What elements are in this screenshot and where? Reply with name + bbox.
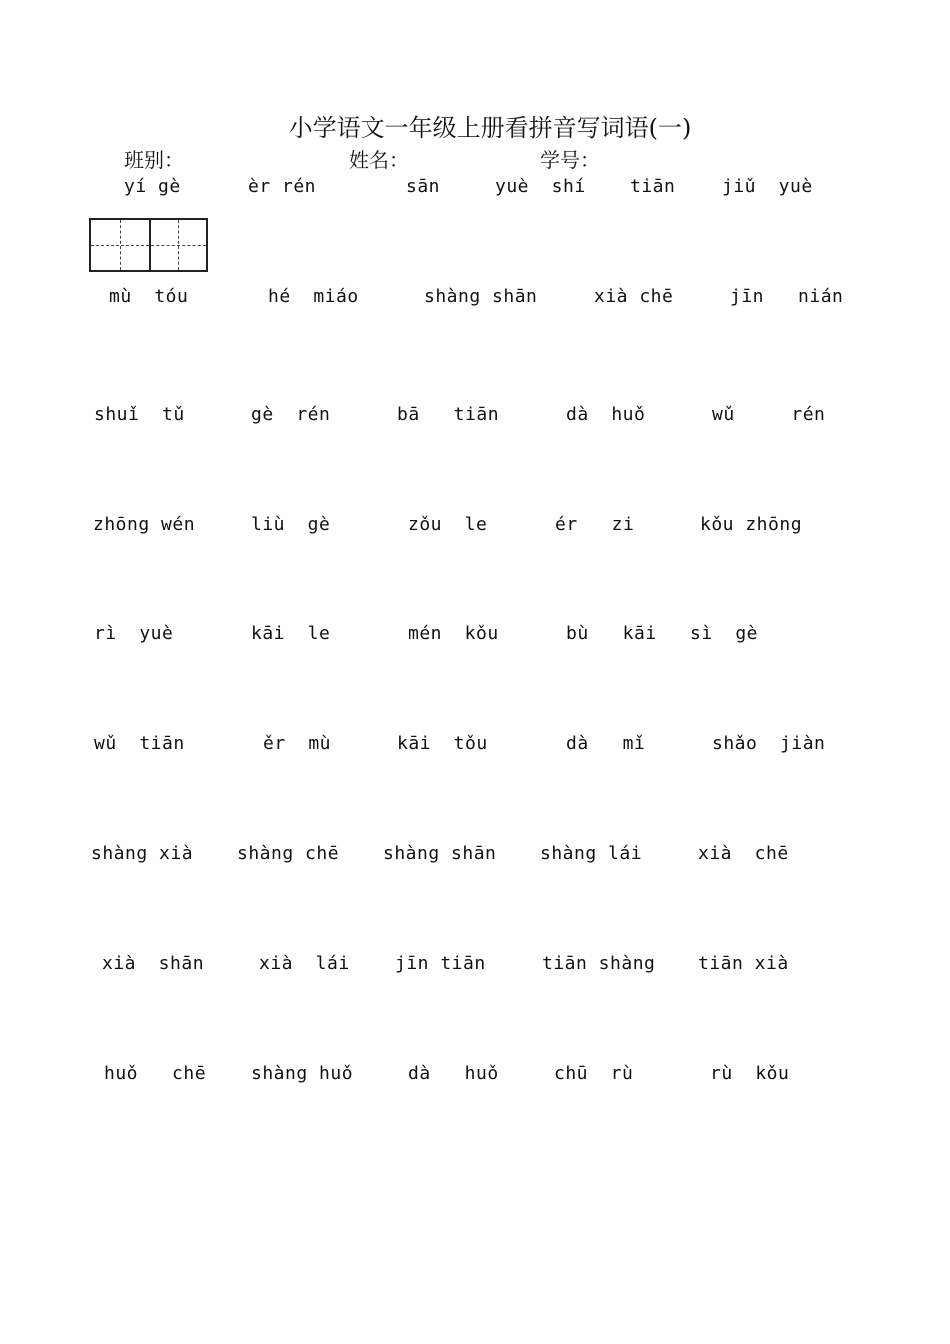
class-label: 班别： <box>124 148 184 172</box>
pinyin-word: kǒu zhōng <box>700 514 803 535</box>
pinyin-word: tiān xià <box>698 953 789 974</box>
pinyin-word: sān <box>406 176 441 197</box>
worksheet-title: 小学语文一年级上册看拼音写词语(一) <box>288 114 692 142</box>
grid-cell <box>91 220 149 270</box>
pinyin-word: dà huǒ <box>408 1063 499 1084</box>
name-label: 姓名： <box>349 148 409 172</box>
pinyin-word: hé miáo <box>268 286 359 307</box>
pinyin-word: xià chē <box>698 843 789 864</box>
pinyin-word: dà huǒ <box>566 404 646 425</box>
pinyin-word: zǒu le <box>408 514 488 535</box>
pinyin-word: mén kǒu <box>408 623 499 644</box>
pinyin-word: xià chē <box>594 286 674 307</box>
pinyin-word: wǔ rén <box>712 404 826 425</box>
pinyin-word: yí gè <box>124 176 181 197</box>
pinyin-word: sì gè <box>690 623 759 644</box>
pinyin-word: huǒ chē <box>104 1063 207 1084</box>
pinyin-word: shàng chē <box>237 843 340 864</box>
pinyin-word: èr rén <box>248 176 317 197</box>
pinyin-word: xià shān <box>102 953 205 974</box>
pinyin-word: bā tiān <box>397 404 500 425</box>
pinyin-word: yuè shí <box>495 176 586 197</box>
grid-cell <box>149 220 207 270</box>
pinyin-word: jīn nián <box>730 286 844 307</box>
pinyin-word: jiǔ yuè <box>722 176 813 197</box>
pinyin-word: bù kāi <box>566 623 657 644</box>
pinyin-word: zhōng wén <box>93 514 196 535</box>
pinyin-word: shǎo jiàn <box>712 733 826 754</box>
pinyin-word: tiān shàng <box>542 953 656 974</box>
pinyin-word: liù gè <box>251 514 331 535</box>
pinyin-word: xià lái <box>259 953 350 974</box>
pinyin-word: tiān <box>630 176 676 197</box>
pinyin-word: shàng lái <box>540 843 643 864</box>
pinyin-word: shuǐ tǔ <box>94 404 185 425</box>
pinyin-word: shàng shān <box>383 843 497 864</box>
pinyin-word: gè rén <box>251 404 331 425</box>
pinyin-word: chū rù <box>554 1063 634 1084</box>
pinyin-word: ér zi <box>555 514 635 535</box>
student-number-label: 学号： <box>540 148 600 172</box>
pinyin-word: shàng xià <box>91 843 194 864</box>
pinyin-word: mù tóu <box>109 286 189 307</box>
pinyin-word: rì yuè <box>94 623 174 644</box>
pinyin-word: dà mǐ <box>566 733 646 754</box>
pinyin-word: rù kǒu <box>710 1063 790 1084</box>
pinyin-word: wǔ tiān <box>94 733 185 754</box>
pinyin-word: kāi le <box>251 623 331 644</box>
pinyin-word: jīn tiān <box>395 953 486 974</box>
pinyin-word: ěr mù <box>263 733 332 754</box>
pinyin-word: kāi tǒu <box>397 733 488 754</box>
pinyin-word: shàng huǒ <box>251 1063 354 1084</box>
tianzige-writing-grid <box>89 218 208 272</box>
pinyin-word: shàng shān <box>424 286 538 307</box>
